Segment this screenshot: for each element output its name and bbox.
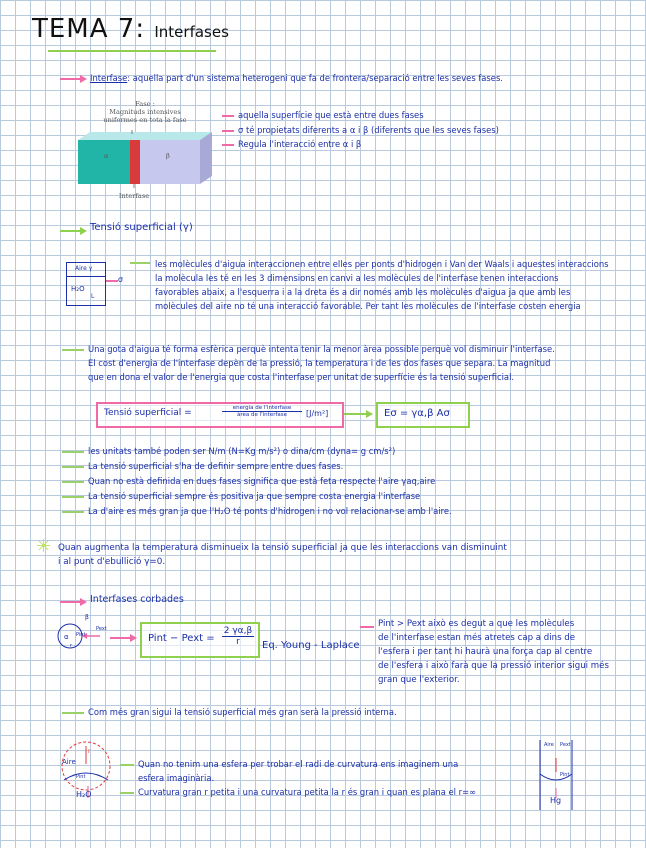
bracket-line	[130, 262, 150, 264]
sigma-label: σ	[118, 275, 123, 284]
title-subtitle: Interfases	[154, 23, 229, 41]
sigma-arrow-line	[106, 280, 118, 282]
formula-result: Eσ = γα,β Aσ	[384, 408, 450, 419]
corbades-heading: Interfases corbades	[90, 594, 184, 605]
tensio-para1-line3: favorables abaix, a l'esquerra i a la dreta és a dir només amb les molècules d'aigua ja que amb les	[155, 287, 571, 297]
arrow-line	[60, 230, 82, 232]
arrow-line	[110, 637, 132, 639]
corbades-note: Com més gran sigui la tensió superficial més gran serà la pressió interna.	[88, 707, 397, 717]
yl-denominator: r	[236, 637, 240, 647]
tensio-bullet-4: La tensió superficial sempre és positiva ja que sempre costa energia l'interfase	[88, 491, 421, 501]
formula-units: [J/m²]	[306, 409, 329, 418]
tensio-para1-line4: molècules del aire no té una interacció favorable. Per tant les molècules de l'interfase costen energia	[155, 301, 581, 311]
tensio-para2-line3: que en dona el valor de l'energia que costa l'interfase per unitat de superfície és la tensió superficial.	[88, 372, 515, 382]
yl-fraction	[222, 626, 254, 647]
arrow-right-icon	[80, 75, 87, 83]
arrow-line	[60, 601, 82, 603]
title-main: TEMA 7:	[32, 14, 146, 44]
bullet-line	[62, 511, 84, 513]
arrow-line	[344, 413, 368, 415]
interfase-note-3: Regula l'interacció entre α i β	[238, 139, 362, 149]
corbades-explain-1: Pint > Pext això es degut a que les molècules	[378, 619, 575, 629]
page-title	[32, 14, 229, 44]
curvatura-line3: Curvatura gran r petita i una curvatura petita la r és gran i quan es plana el r=∞	[138, 787, 477, 797]
star-icon: ✳	[36, 536, 52, 557]
curvatura-line2: esfera imaginària.	[138, 773, 215, 783]
corbades-beta-label: β	[85, 614, 89, 621]
curv-left-pint: Pint	[76, 774, 86, 780]
figure-bottom-caption: Interfase	[118, 192, 150, 200]
title-underline	[48, 50, 216, 52]
bullet-line	[62, 712, 84, 714]
alpha-label: α	[104, 152, 109, 160]
tensio-para2-line1: Una gota d'aigua té forma esfèrica perquè intenta tenir la menor àrea possible perquè vol disminuir l'interfase.	[88, 344, 555, 354]
tensio-bullet-2: La tensió superficial s'ha de definir sempre entre dues fases.	[88, 461, 344, 471]
diagram-bottom-label: H₂O	[71, 285, 85, 293]
corbades-explain-2: de l'interfase estan més atretes cap a dins de	[378, 633, 576, 643]
water-air-diagram	[66, 262, 106, 306]
formula-fraction	[222, 405, 302, 418]
arrow-line	[60, 78, 82, 80]
curvatura-line1: Quan no tenim una esfera per trobar el radi de curvatura ens imaginem una	[138, 759, 459, 769]
arrow-right-icon	[130, 634, 137, 642]
energy-formula-box	[376, 402, 470, 428]
corbades-r-label: r	[70, 643, 73, 649]
note-line	[360, 626, 374, 628]
corbades-alpha-label: α	[64, 633, 69, 641]
curv-left-r: r	[88, 748, 91, 755]
arrow-right-icon	[80, 598, 87, 606]
temperatura-line1: Quan augmenta la temperatura disminueix la tensió superficial ja que les interaccions van disminuint	[58, 543, 507, 553]
formula-lhs: Tensió superficial =	[104, 408, 192, 418]
bullet-line	[62, 451, 84, 453]
diagram-mid-label: L	[91, 293, 95, 300]
formula-numerator: energia de l'interfase	[222, 405, 302, 412]
young-laplace-box	[140, 622, 260, 658]
curv-left-aire: Aire	[62, 758, 76, 766]
bullet-line	[62, 481, 84, 483]
note-line	[222, 130, 234, 132]
interfase-note-1: aquella superfície que està entre dues fases	[238, 110, 424, 120]
curv-right-pint: Pint	[560, 772, 570, 778]
tensio-para2-line2: El cost d'energia de l'interfase depèn de la pressió, la temperatura i de les dos fases que separa. La magnitud	[88, 358, 551, 368]
tensio-formula-box	[96, 402, 344, 428]
figure-top-caption: Fase : Magnituds intensives uniformes en tota la fase	[103, 100, 187, 124]
curv-left-h2o: H₂O	[76, 790, 92, 799]
interfase-note-2: σ té propietats diferents a α i β (diferents que les seves fases)	[238, 125, 499, 135]
corbades-explain-4: de l'esfera i això farà que la pressió interior sigui més	[378, 661, 609, 671]
tensio-bullet-5: La d'aire es més gran ja que l'H₂O té ponts d'hidrogen i no vol relacionar-se amb l'aire.	[88, 506, 452, 516]
arrow-right-icon	[80, 227, 87, 235]
corbades-explain-3: l'esfera i per tant hi haurà una força cap al centre	[378, 647, 593, 657]
tensio-para1-line2: la molècula les té en les 3 dimensions en canvi a les molècules de l'interfase tenen interaccions	[155, 273, 559, 283]
phase-box-diagram	[70, 130, 220, 190]
yl-numerator: 2 γα,β	[223, 626, 253, 636]
beta-label: β	[166, 152, 170, 160]
bullet-line	[62, 496, 84, 498]
diagram-divider	[67, 276, 105, 277]
curv-right-hg: Hg	[550, 796, 562, 805]
tensio-para1-line1: les molècules d'aigua interaccionen entre elles per ponts d'hidrogen i Van der Waals i aquestes interaccions	[155, 259, 609, 269]
formula-denominator: àrea de l'interfase	[236, 412, 288, 418]
corbades-explain-5: gran que l'exterior.	[378, 675, 460, 685]
interfase-figure	[70, 96, 220, 204]
corbades-pext-label: Pext	[96, 626, 107, 632]
tensio-bullet-1: les unitats també poden ser N/m (N=Kg m/s²) o dina/cm (dyna= g cm/s²)	[88, 446, 396, 456]
diagram-top-label: Aire γ	[75, 265, 93, 272]
temperatura-line2: i al punt d'ebullició γ=0.	[58, 557, 166, 567]
bracket-line	[120, 764, 134, 766]
bullet-line	[62, 466, 84, 468]
bracket-line	[120, 792, 134, 794]
note-line	[222, 144, 234, 146]
young-laplace-name: Eq. Young - Laplace	[262, 640, 360, 651]
yl-lhs: Pint − Pext =	[148, 633, 215, 644]
curv-right-pext: Pext	[560, 742, 571, 748]
corbades-pint-label: Pint	[76, 632, 86, 638]
arrow-right-icon	[366, 410, 373, 418]
tensio-heading: Tensió superficial (γ)	[90, 222, 193, 233]
curv-right-aire: Aire	[544, 742, 554, 748]
tensio-bullet-3: Quan no està definida en dues fases significa que està feta respecte l'aire γaq,aire	[88, 476, 436, 486]
bullet-line	[62, 349, 84, 351]
note-line	[222, 115, 234, 117]
interfase-definition: Interfase: aquella part d'un sistema heterogeni que fa de frontera/separació entre les seves fases.	[90, 73, 503, 83]
